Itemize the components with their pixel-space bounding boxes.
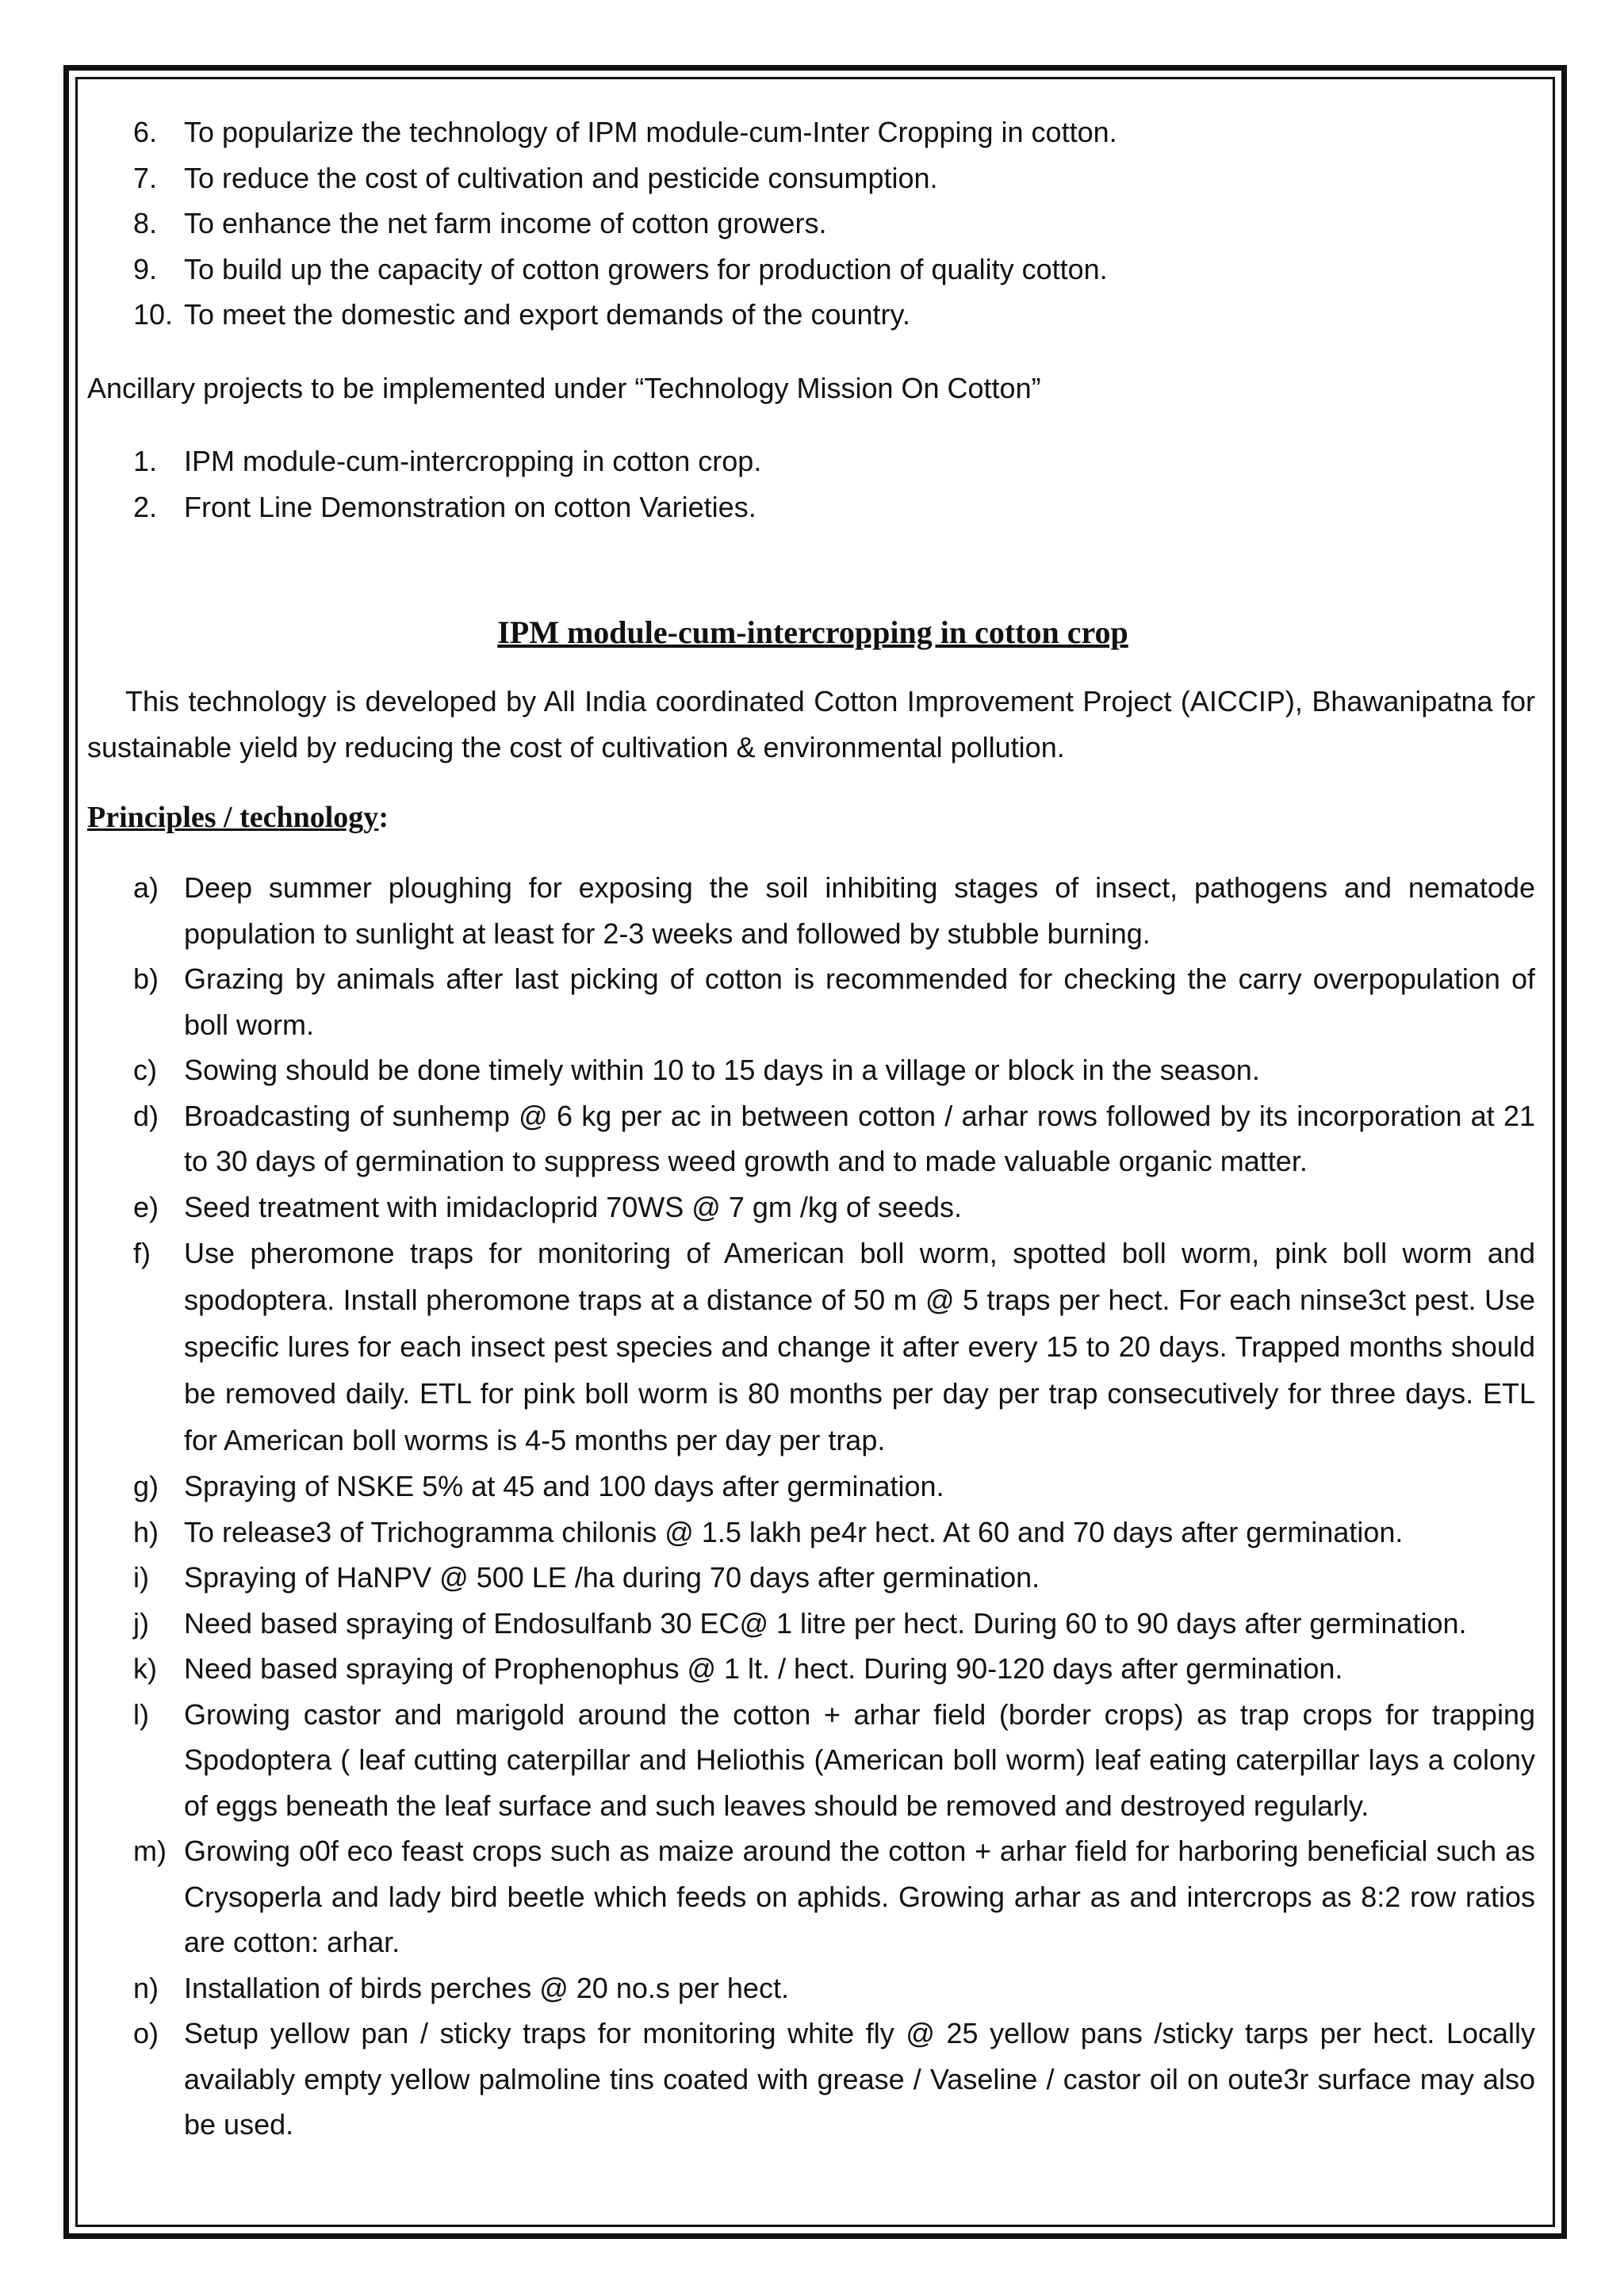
list-letter: l) [133, 1697, 149, 1731]
list-item [87, 1184, 1535, 1230]
list-letter: g) [133, 1470, 159, 1502]
list-number: 2. [133, 490, 158, 523]
list-item-text: To enhance the net farm income of cotton growers. [184, 207, 827, 239]
list-item-text: Installation of birds perches @ 20 no.s per hect. [184, 1971, 789, 2004]
list-item-text: To build up the capacity of cotton growers for production of quality cotton. [184, 252, 1108, 285]
list-item-text: IPM module-cum-intercropping in cotton crop. [184, 445, 762, 477]
list-item-text: Need based spraying of Endosulfanb 30 EC@ 1 litre per hect. During 60 to 90 days after germination. [184, 1606, 1467, 1640]
section-title: IPM module-cum-intercropping in cotton crop [497, 614, 1128, 650]
list-number: 7. [133, 161, 158, 194]
principles-heading [87, 794, 1535, 841]
list-item-text: To popularize the technology of IPM module-cum-Inter Cropping in cotton. [184, 116, 1117, 148]
list-number: 1. [133, 445, 158, 477]
list-item-text: Growing castor and marigold around the cotton + arhar field (border crops) as trap crops for trapping Spodoptera ( leaf cutting caterpillar and Heliothis (American boll worm) leaf eating caterpillar lays a colony of eggs beneath the leaf surface and such leaves should be removed and destroyed regularly. [184, 1697, 1535, 1822]
list-item [87, 1692, 1535, 1829]
list-letter: n) [133, 1971, 159, 2004]
list-item [87, 1093, 1535, 1184]
list-number: 8. [133, 207, 158, 239]
ancillary-projects-list [87, 438, 1535, 530]
list-letter: k) [133, 1652, 157, 1685]
list-letter: a) [133, 871, 159, 904]
list-number: 10. [133, 298, 174, 331]
list-item [87, 2011, 1535, 2148]
list-item-text: Sowing should be done timely within 10 to 15 days in a village or block in the season. [184, 1054, 1260, 1086]
list-item [87, 484, 1535, 530]
list-item-text: Use pheromone traps for monitoring of American boll worm, spotted boll worm, pink boll worm and spodoptera. Install pheromone traps at a distance of 50 m @ 5 traps per hect. For each ninse3ct pest. Use specific lures for each insect pest species and change it after every 15 to 20 days. Trapped months should be removed daily. ETL for pink boll worm is 80 months per day per trap consecutively for three days. ETL for American boll worms is 4-5 months per day per trap. [184, 1237, 1535, 1456]
list-item-text: Seed treatment with imidacloprid 70WS @ 7 gm /kg of seeds. [184, 1190, 962, 1223]
list-item-text: To meet the domestic and export demands of the country. [184, 298, 910, 331]
list-item-text: To reduce the cost of cultivation and pesticide consumption. [184, 161, 938, 194]
list-item [87, 865, 1535, 956]
list-item-text: Grazing by animals after last picking of cotton is recommended for checking the carry overpopulation of boll worm. [184, 962, 1535, 1041]
list-letter: b) [133, 962, 159, 995]
list-item [87, 1828, 1535, 1965]
list-letter: m) [133, 1835, 167, 1867]
list-item [87, 438, 1535, 484]
principles-heading-text: Principles / technology [87, 801, 379, 834]
list-letter: f) [133, 1237, 151, 1269]
list-item [87, 1510, 1535, 1556]
objectives-list [87, 109, 1535, 338]
list-item [87, 201, 1535, 247]
list-item [87, 1601, 1535, 1647]
document-body [87, 109, 1535, 2148]
list-item [87, 292, 1535, 338]
list-item [87, 1230, 1535, 1464]
list-item-text: Need based spraying of Prophenophus @ 1 lt. / hect. During 90-120 days after germination. [184, 1652, 1343, 1685]
list-letter: h) [133, 1515, 159, 1548]
list-item [87, 109, 1535, 155]
list-item [87, 1047, 1535, 1093]
principles-heading-colon: : [378, 801, 389, 834]
list-item [87, 247, 1535, 293]
list-letter: j) [133, 1606, 149, 1640]
list-item-text: Growing o0f eco feast crops such as maize around the cotton + arhar field for harboring beneficial such as Crysoperla and lady bird beetle which feeds on aphids. Growing arhar as and intercrops as 8:2 row ratios are cotton: arhar. [184, 1835, 1535, 1958]
list-item-text: Setup yellow pan / sticky traps for monitoring white fly @ 25 yellow pans /sticky tarps per hect. Locally availably empty yellow palmoline tins coated with grease / Vaseline / castor oil on oute3r surface may also be used. [184, 2017, 1535, 2141]
section-intro: This technology is developed by All India coordinated Cotton Improvement Project (AICCIP), Bhawanipatna for sustainable yield by reducing the cost of cultivation & environmental pollution. [87, 685, 1535, 763]
list-item-text: Spraying of HaNPV @ 500 LE /ha during 70 days after germination. [184, 1561, 1040, 1594]
list-item [87, 956, 1535, 1047]
list-item [87, 155, 1535, 201]
list-item-text: Spraying of NSKE 5% at 45 and 100 days after germination. [184, 1470, 944, 1502]
list-item-text: To release3 of Trichogramma chilonis @ 1.5 lakh pe4r hect. At 60 and 70 days after germination. [184, 1515, 1404, 1548]
list-number: 6. [133, 116, 158, 148]
list-item [87, 1965, 1535, 2011]
list-item-text: Broadcasting of sunhemp @ 6 kg per ac in between cotton / arhar rows followed by its incorporation at 21 to 30 days of germination to suppress weed growth and to made valuable organic matter. [184, 1099, 1535, 1177]
list-letter: i) [133, 1561, 149, 1594]
list-letter: d) [133, 1099, 159, 1132]
list-item-text: Deep summer ploughing for exposing the soil inhibiting stages of insect, pathogens and nematode population to sunlight at least for 2-3 weeks and followed by stubble burning. [184, 871, 1535, 950]
list-letter: e) [133, 1190, 159, 1223]
list-letter: o) [133, 2017, 159, 2049]
list-item [87, 1555, 1535, 1601]
principles-list [87, 865, 1535, 2148]
list-letter: c) [133, 1054, 157, 1086]
list-item [87, 1464, 1535, 1510]
ancillary-intro: Ancillary projects to be implemented under “Technology Mission On Cotton” [87, 371, 1041, 404]
list-item-text: Front Line Demonstration on cotton Varieties. [184, 490, 756, 523]
list-item [87, 1646, 1535, 1692]
list-number: 9. [133, 252, 158, 285]
